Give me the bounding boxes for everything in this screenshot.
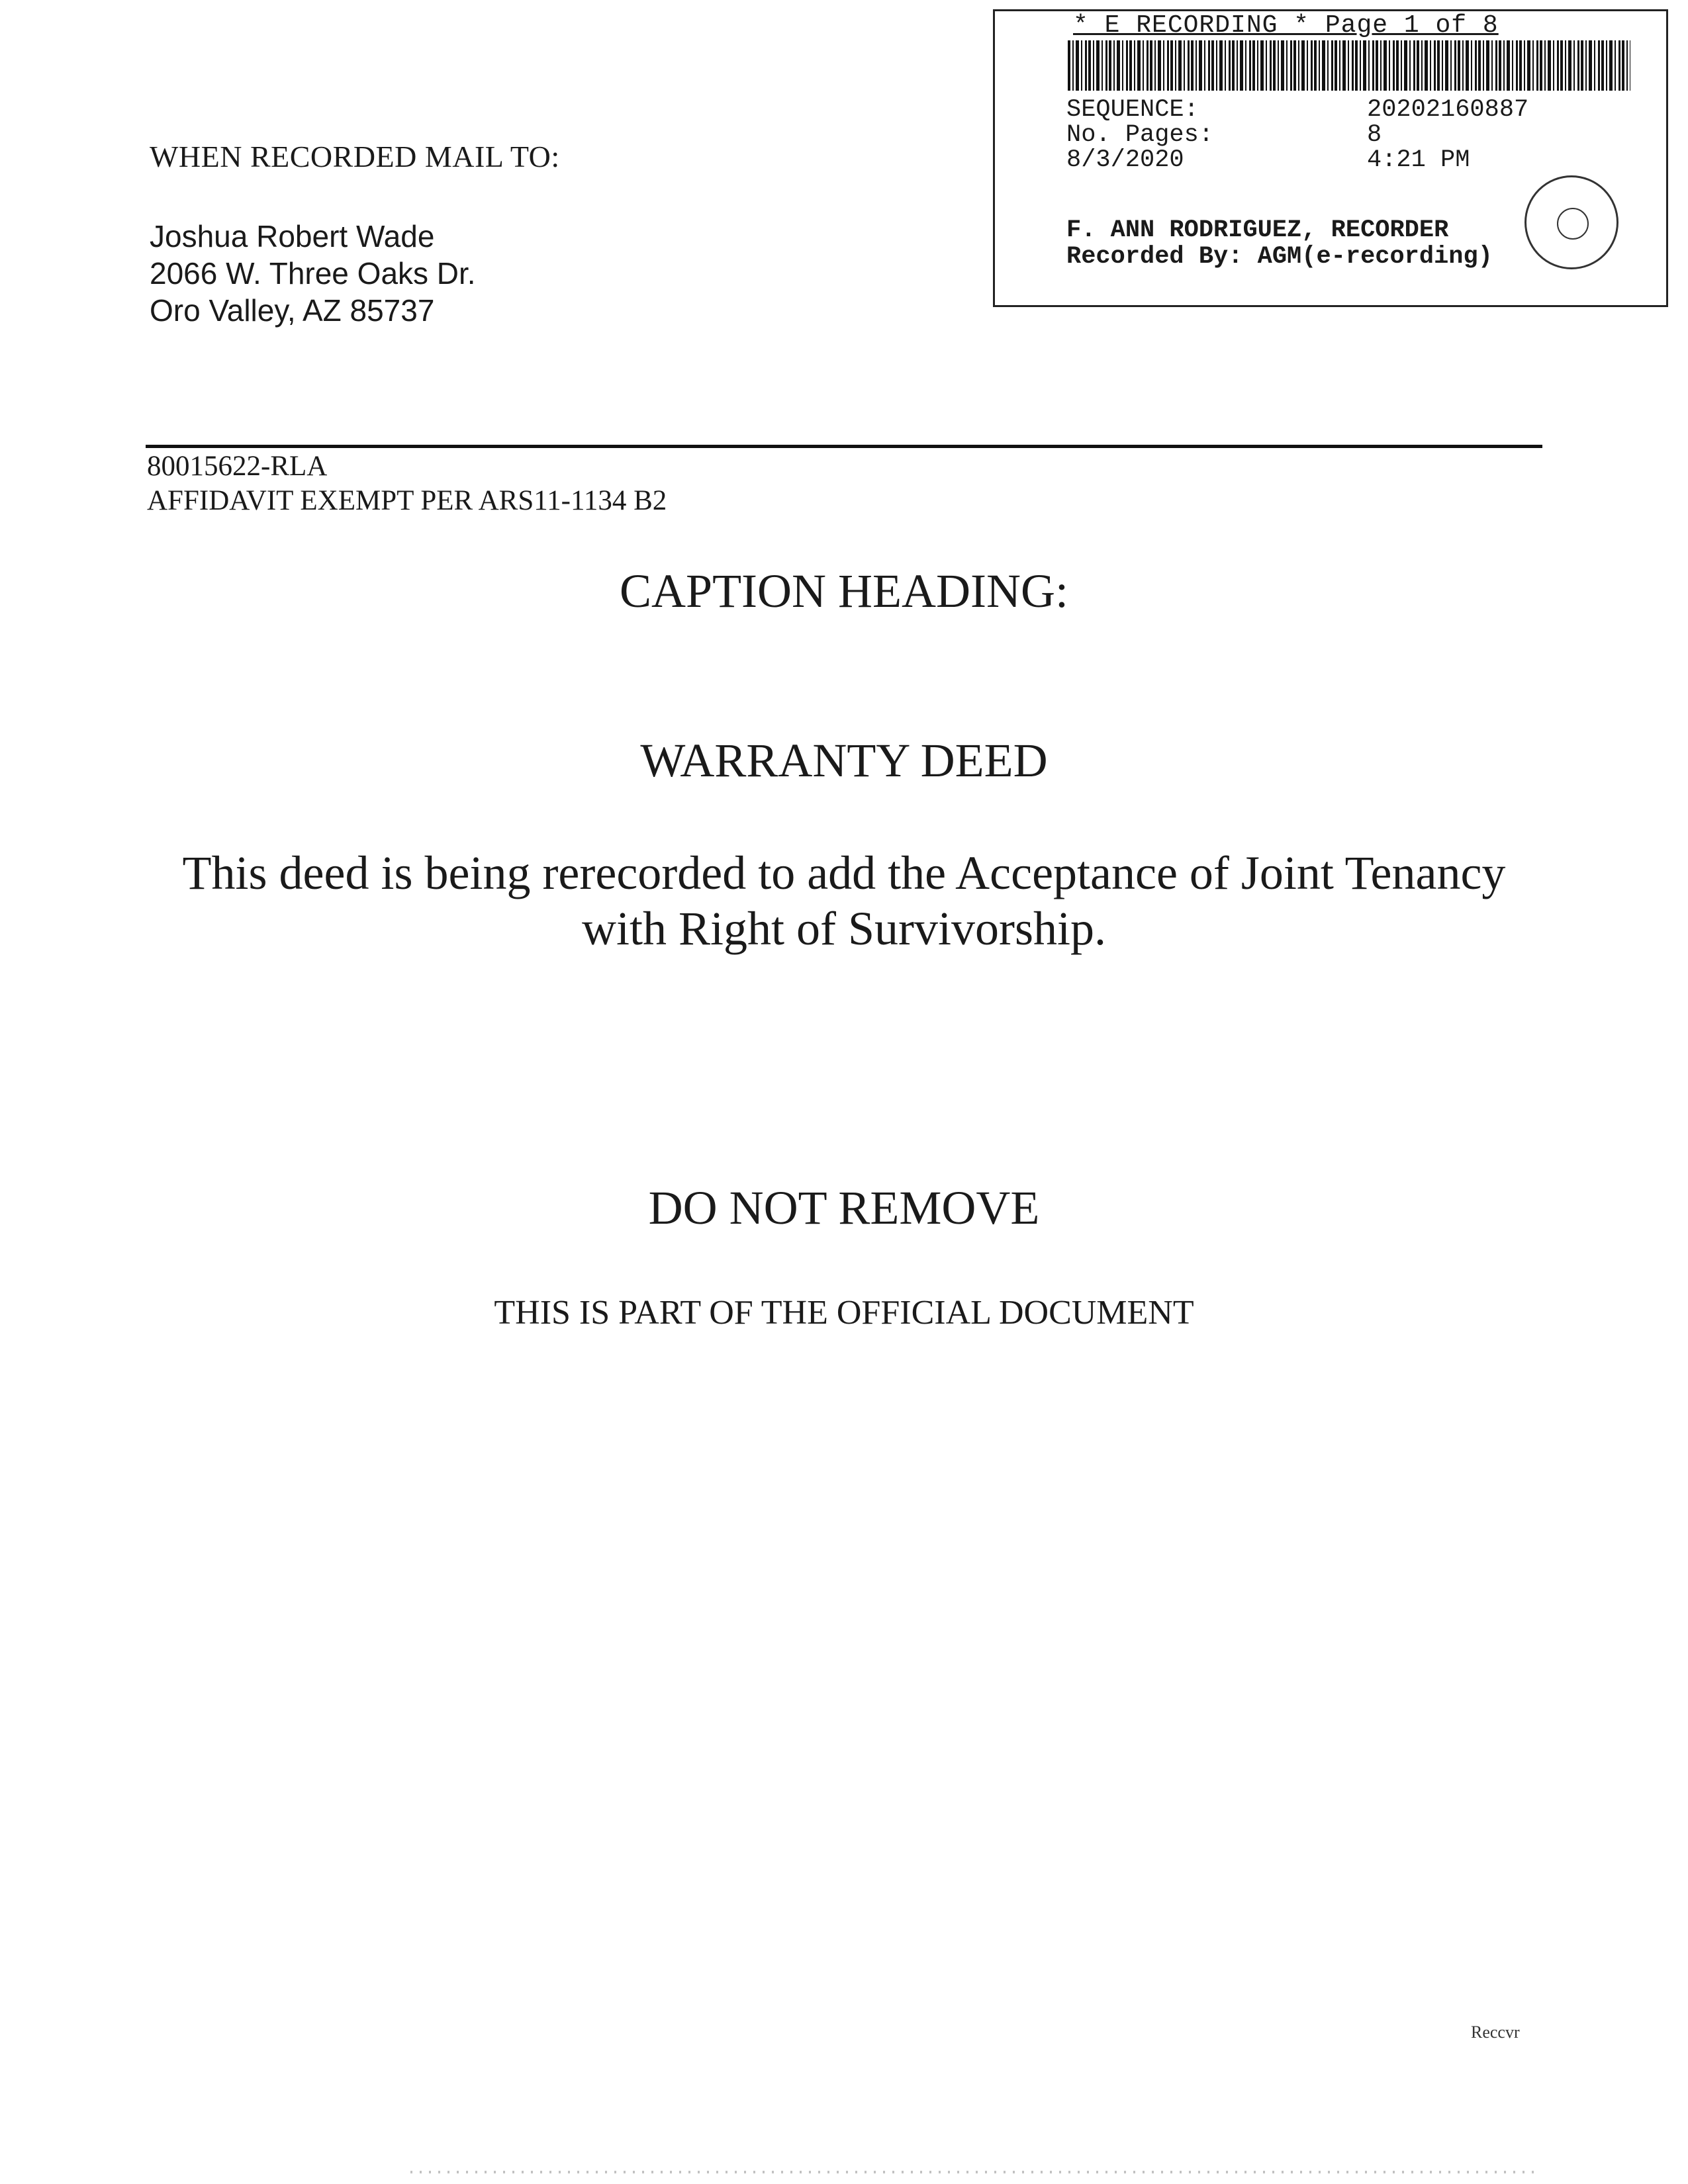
barcode-icon	[1068, 40, 1630, 91]
mail-to-name: Joshua Robert Wade	[150, 219, 435, 253]
order-number: 80015622-RLA	[147, 451, 328, 482]
recording-date: 8/3/2020	[1066, 146, 1184, 174]
mail-to-city: Oro Valley, AZ 85737	[150, 293, 435, 328]
county-recorder-seal-icon	[1524, 175, 1618, 269]
document-title: WARRANTY DEED	[640, 734, 1048, 787]
affidavit-exemption: AFFIDAVIT EXEMPT PER ARS11-1134 B2	[147, 485, 667, 516]
rerecord-note-line-2: with Right of Survivorship.	[581, 902, 1107, 955]
mail-to-label: WHEN RECORDED MAIL TO:	[150, 140, 560, 173]
sequence-label: SEQUENCE:	[1066, 96, 1199, 124]
horizontal-rule	[146, 445, 1542, 448]
recording-header: * E RECORDING * Page 1 of 8	[1073, 11, 1499, 40]
pages-value: 8	[1367, 121, 1382, 149]
recording-time: 4:21 PM	[1367, 146, 1470, 174]
recorded-by: Recorded By: AGM(e-recording)	[1066, 243, 1493, 271]
do-not-remove-notice: DO NOT REMOVE	[648, 1181, 1040, 1234]
caption-heading: CAPTION HEADING:	[620, 565, 1068, 617]
scan-artifact	[410, 2171, 1536, 2173]
pages-label: No. Pages:	[1066, 121, 1214, 149]
recorder-name: F. ANN RODRIGUEZ, RECORDER	[1066, 216, 1449, 244]
footer-stray-mark: Reccvr	[1471, 2023, 1520, 2042]
rerecord-note-line-1: This deed is being rerecorded to add the Acceptance of Joint Tenancy	[182, 846, 1506, 899]
sequence-value: 20202160887	[1367, 96, 1529, 124]
mail-to-street: 2066 W. Three Oaks Dr.	[150, 256, 476, 291]
official-document-notice: THIS IS PART OF THE OFFICIAL DOCUMENT	[494, 1294, 1194, 1332]
recording-stamp	[993, 9, 1668, 307]
